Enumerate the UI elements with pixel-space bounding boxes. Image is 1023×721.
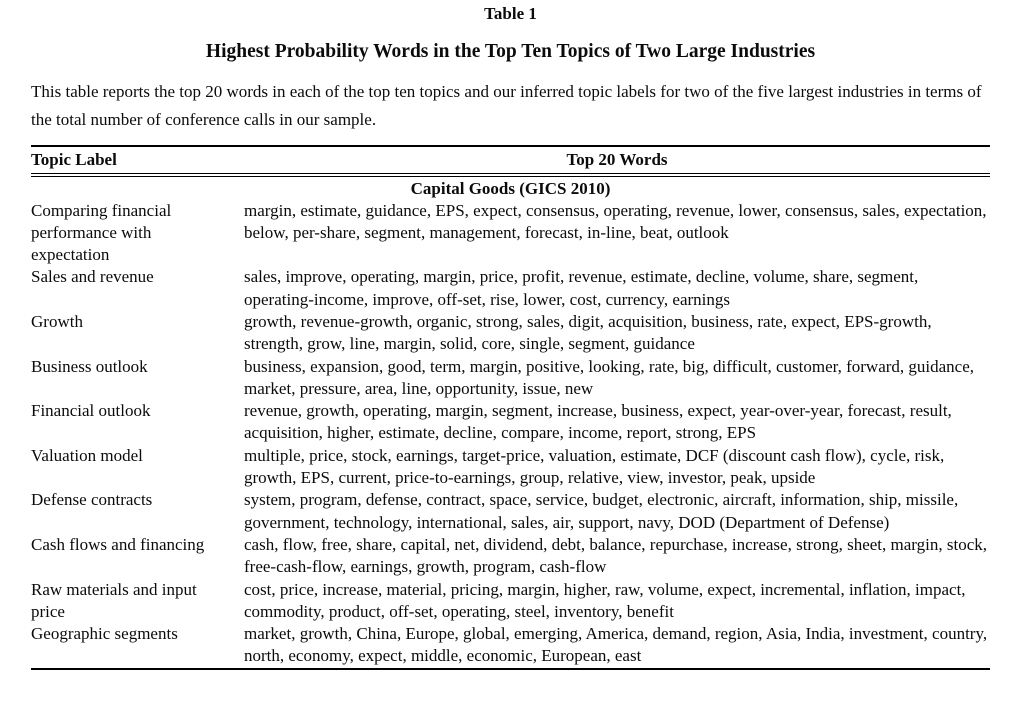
- table-row: [31, 489, 990, 534]
- table-row: [31, 311, 990, 356]
- topic-label-cell: Geographic segments: [31, 624, 178, 644]
- table-row: [31, 534, 990, 579]
- table-row: [31, 579, 990, 624]
- section-header-capital-goods: Capital Goods (GICS 2010): [410, 179, 611, 198]
- table-header-row: [31, 146, 990, 175]
- top-words-cell: multiple, price, stock, earnings, target-price, valuation, estimate, DCF (discount cash flow), cycle, risk, growth, EPS, current, price-to-earnings, group, relative, view, investor, peak, upside: [244, 445, 945, 488]
- table-row: [31, 356, 990, 401]
- table-row: [31, 623, 990, 669]
- topic-label-cell: Raw materials and input price: [31, 579, 197, 621]
- top-words-cell: margin, estimate, guidance, EPS, expect, consensus, operating, revenue, lower, consensus, sales, expectation, below, per-share, segment, management, forecast, in-line, beat, outlook: [244, 200, 987, 242]
- column-header-top-20-words: Top 20 Words: [566, 150, 668, 169]
- top-words-cell: revenue, growth, operating, margin, segment, increase, business, expect, year-over-year, forecast, result, acquisition, higher, estimate, decline, compare, income, report, strong, EPS: [244, 401, 952, 443]
- topic-label-cell: Valuation model: [31, 445, 143, 465]
- top-words-cell: business, expansion, good, term, margin, positive, looking, rate, big, difficult, customer, forward, guidance, market, pressure, area, line, opportunity, issue, new: [244, 356, 975, 398]
- topics-table: [31, 145, 990, 670]
- top-words-cell: sales, improve, operating, margin, price, profit, revenue, estimate, decline, volume, share, segment, operating-income, improve, off-set, rise, lower, cost, currency, earnings: [244, 267, 919, 309]
- table-row: [31, 400, 990, 445]
- table-caption: This table reports the top 20 words in each of the top ten topics and our inferred topic labels for two of the five largest industries in terms of the total number of conference calls in our sample.: [31, 82, 982, 129]
- topic-label-cell: Defense contracts: [31, 490, 153, 510]
- topic-label-cell: Business outlook: [31, 356, 148, 376]
- section-header-row: [31, 175, 990, 200]
- table-row: [31, 266, 990, 311]
- table-number: Table 1: [484, 4, 537, 23]
- table-row: [31, 445, 990, 490]
- top-words-cell: growth, revenue-growth, organic, strong, sales, digit, acquisition, business, rate, expect, EPS-growth, strength, grow, line, margin, solid, core, single, segment, guidance: [244, 311, 932, 354]
- table-row: [31, 200, 990, 267]
- top-words-cell: cash, flow, free, share, capital, net, dividend, debt, balance, repurchase, increase, strong, sheet, margin, stock, free-cash-flow, earnings, growth, program, cash-flow: [244, 534, 987, 577]
- top-words-cell: market, growth, China, Europe, global, emerging, America, demand, region, Asia, India, investment, country, north, economy, expect, middle, economic, European, east: [244, 624, 988, 666]
- topic-label-cell: Cash flows and financing: [31, 534, 205, 554]
- topic-label-cell: Growth: [31, 311, 83, 331]
- top-words-cell: cost, price, increase, material, pricing, margin, higher, raw, volume, expect, incremental, inflation, impact, commodity, product, off-set, operating, steel, inventory, benefit: [244, 579, 966, 621]
- topic-label-cell: Sales and revenue: [31, 267, 154, 287]
- top-words-cell: system, program, defense, contract, space, service, budget, electronic, aircraft, information, ship, missile, government, technology, international, sales, air, support, navy, DOD (Department of Defense): [244, 490, 959, 532]
- topic-label-cell: Financial outlook: [31, 401, 151, 421]
- table-title: Highest Probability Words in the Top Ten Topics of Two Large Industries: [205, 41, 816, 62]
- topic-label-cell: Comparing financial performance with expectation: [31, 200, 172, 265]
- column-header-topic-label: Topic Label: [31, 150, 117, 169]
